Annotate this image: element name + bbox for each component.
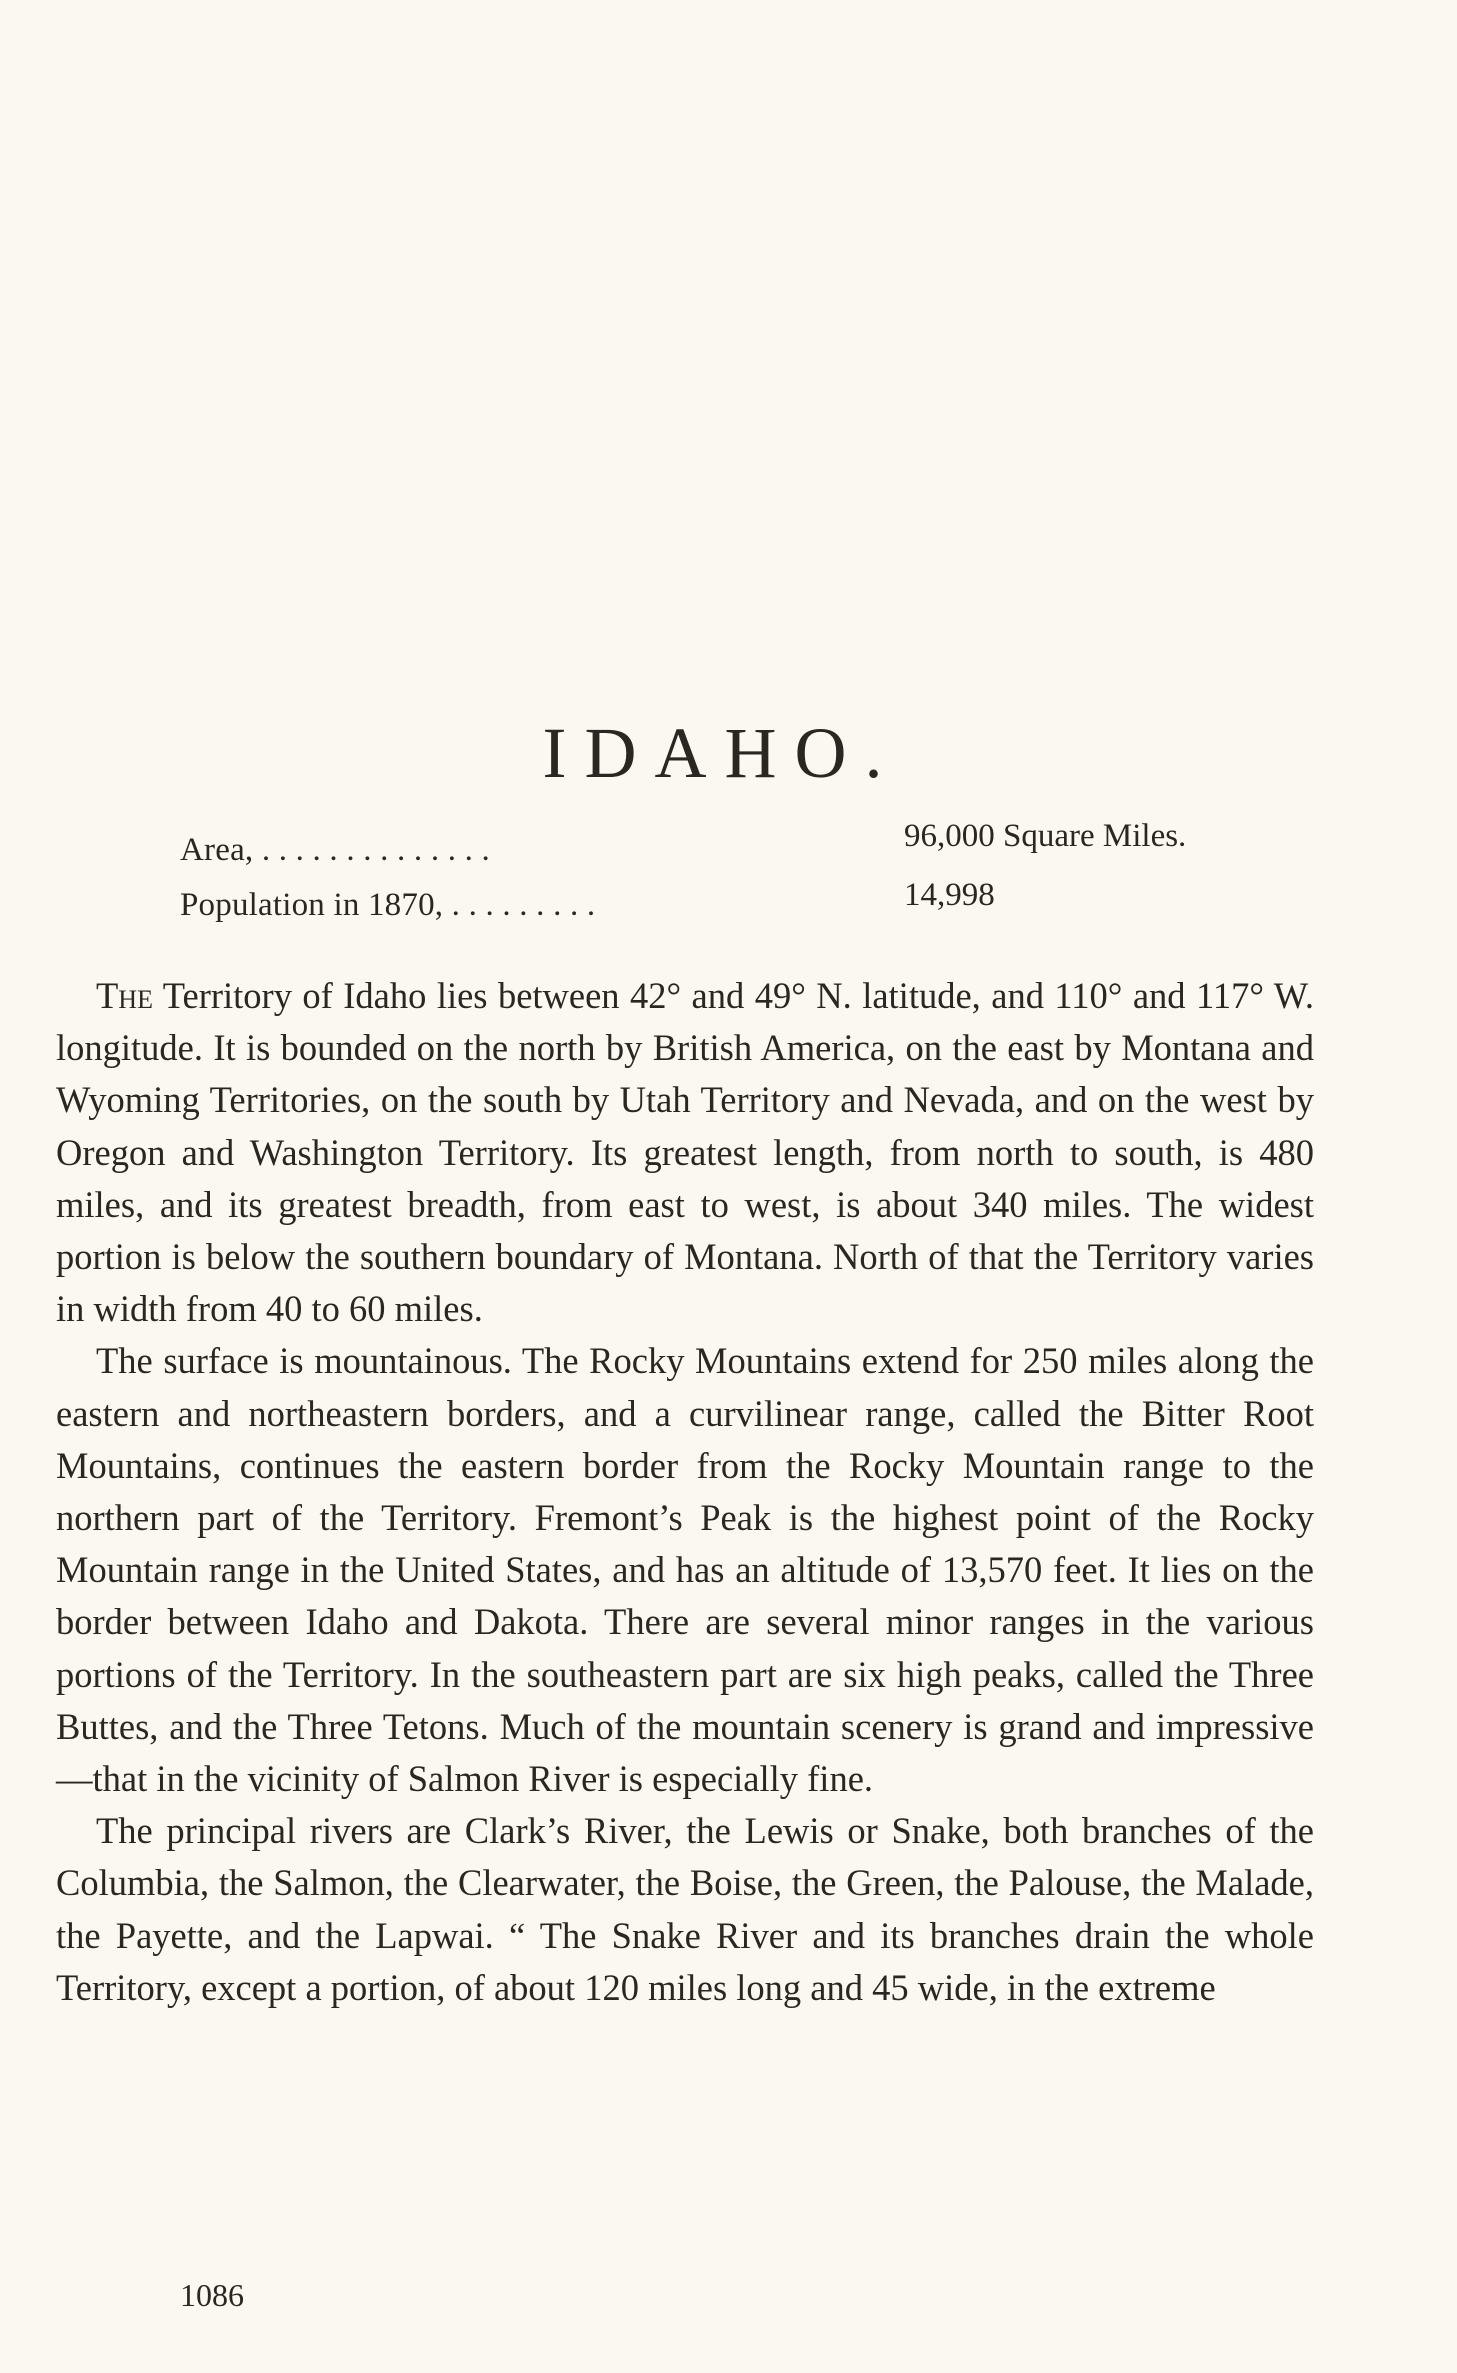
statistics-table — [180, 818, 1260, 942]
stat-row-population — [180, 877, 1260, 942]
paragraph-lead: The — [96, 975, 153, 1016]
paragraph-surface: The surface is mountainous. The Rocky Mountains extend for 250 miles along the eastern and northeastern borders, and a curvilinear range, called the Bitter Root Mountains, continues the eastern border from the Rocky Mountain range to the northern part of the Territory. Fremont’s Peak is the highest point of the Rocky Mountain range in the United States, and has an altitude of 13,570 feet. It lies on the border between Idaho and Dakota. There are several minor ranges in the various portions of the Territory. In the southeastern part are six high peaks, called the Three Buttes, and the Three Tetons. Much of the mountain scenery is grand and impressive—that in the vicinity of Salmon River is especially fine. — [56, 1340, 1314, 1800]
stat-value: 14,998 — [904, 877, 995, 913]
stat-label: Population in 1870, . . . . . . . . . — [180, 887, 596, 923]
stat-row-area — [180, 818, 1260, 887]
paragraph-text: Territory of Idaho lies between 42° and 49° N. latitude, and 110° and 117° W. longitude. It is bounded on the north by British America, on the east by Montana and Wyoming Territories, on the south by Utah Territory and Nevada, and on the west by Oregon and Washington Territory. Its greatest length, from north to south, is 480 miles, and its greatest breadth, from east to west, is about 340 miles. The widest portion is below the southern boundary of Montana. North of that the Territory varies in width from 40 to 60 miles. — [56, 975, 1314, 1330]
paragraph-rivers: The principal rivers are Clark’s River, the Lewis or Snake, both branches of the Columbia, the Salmon, the Clearwater, the Boise, the Green, the Palouse, the Malade, the Payette, and the Lapwai. “ The Snake River and its branches drain the whole Territory, except a portion, of about 120 miles long and 45 wide, in the extreme — [56, 1810, 1314, 2008]
stat-value: 96,000 Square Miles. — [904, 818, 1187, 854]
chapter-title: IDAHO. — [542, 713, 901, 793]
page-number: 1086 — [180, 2277, 244, 2313]
stat-label: Area, . . . . . . . . . . . . . . — [180, 832, 490, 868]
body-text — [56, 970, 1314, 2014]
paragraph-boundaries — [56, 970, 1314, 1335]
